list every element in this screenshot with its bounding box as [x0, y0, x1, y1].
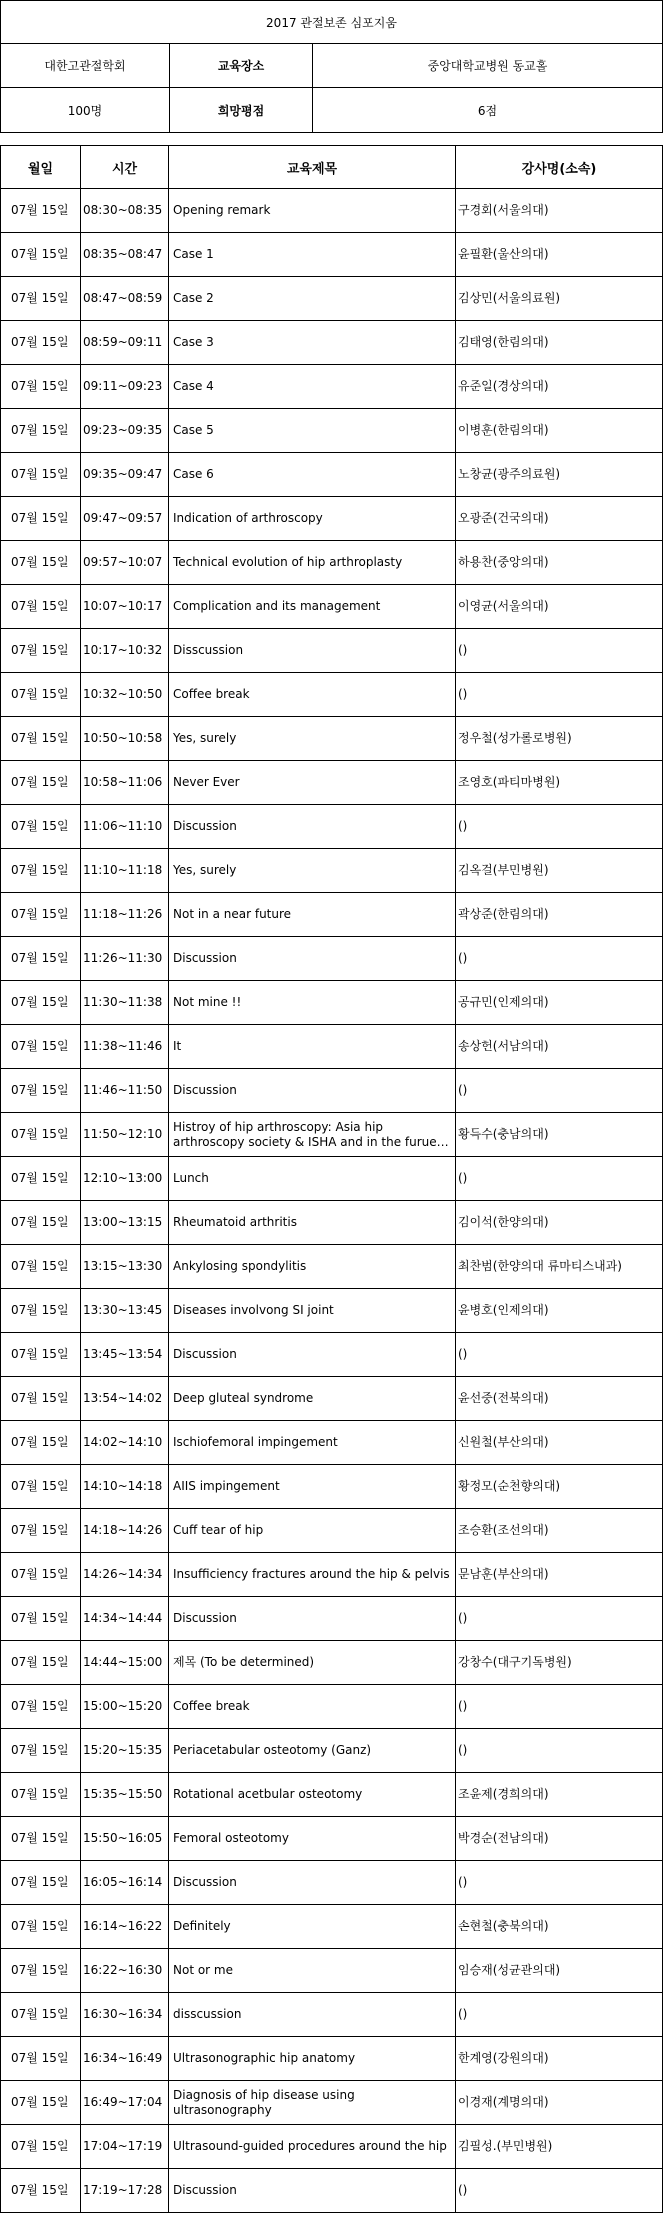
- row-title: Yes, surely: [169, 717, 456, 761]
- row-title: Femoral osteotomy: [169, 1817, 456, 1861]
- row-speaker: 김필성.(부민병원): [456, 2125, 663, 2169]
- row-date: 07월 15일: [1, 849, 81, 893]
- row-speaker: 윤병호(인제의대): [456, 1289, 663, 1333]
- row-title: Discussion: [169, 2169, 456, 2213]
- table-row: [1, 1113, 663, 1157]
- table-row: [1, 2169, 663, 2213]
- row-time: 16:49~17:04: [81, 2081, 169, 2125]
- row-time: 15:20~15:35: [81, 1729, 169, 1773]
- row-title: It: [169, 1025, 456, 1069]
- table-row: [1, 761, 663, 805]
- row-date: 07월 15일: [1, 321, 81, 365]
- row-time: 12:10~13:00: [81, 1157, 169, 1201]
- row-title: Discussion: [169, 1861, 456, 1905]
- row-title: Opening remark: [169, 189, 456, 233]
- row-speaker: 최찬범(한양의대 류마티스내과): [456, 1245, 663, 1289]
- row-speaker: (): [456, 1157, 663, 1201]
- row-speaker: 손현철(충북의대): [456, 1905, 663, 1949]
- row-title: Never Ever: [169, 761, 456, 805]
- row-speaker: 김이석(한양의대): [456, 1201, 663, 1245]
- row-title: Case 6: [169, 453, 456, 497]
- row-title: Discussion: [169, 1333, 456, 1377]
- row-date: 07월 15일: [1, 1905, 81, 1949]
- row-title: Periacetabular osteotomy (Ganz): [169, 1729, 456, 1773]
- row-title: Definitely: [169, 1905, 456, 1949]
- table-row: [1, 893, 663, 937]
- row-speaker: 임승재(성균관의대): [456, 1949, 663, 1993]
- row-speaker: (): [456, 1069, 663, 1113]
- row-time: 11:30~11:38: [81, 981, 169, 1025]
- row-title: Not in a near future: [169, 893, 456, 937]
- row-time: 10:58~11:06: [81, 761, 169, 805]
- row-time: 14:10~14:18: [81, 1465, 169, 1509]
- table-row: [1, 1993, 663, 2037]
- row-date: 07월 15일: [1, 981, 81, 1025]
- location-label: 교육장소: [170, 44, 313, 88]
- row-date: 07월 15일: [1, 1113, 81, 1157]
- table-row: [1, 1157, 663, 1201]
- row-speaker: 김상민(서울의료원): [456, 277, 663, 321]
- row-title: AIIS impingement: [169, 1465, 456, 1509]
- row-date: 07월 15일: [1, 2037, 81, 2081]
- row-speaker: 조영호(파티마병원): [456, 761, 663, 805]
- column-header-time: 시간: [81, 146, 169, 189]
- table-row: [1, 1729, 663, 1773]
- row-date: 07월 15일: [1, 2081, 81, 2125]
- row-speaker: 김태영(한림의대): [456, 321, 663, 365]
- row-speaker: 조윤제(경희의대): [456, 1773, 663, 1817]
- row-time: 11:06~11:10: [81, 805, 169, 849]
- table-row: [1, 497, 663, 541]
- table-row: [1, 717, 663, 761]
- row-time: 09:47~09:57: [81, 497, 169, 541]
- table-row: [1, 1597, 663, 1641]
- row-time: 11:38~11:46: [81, 1025, 169, 1069]
- row-date: 07월 15일: [1, 409, 81, 453]
- row-date: 07월 15일: [1, 277, 81, 321]
- table-row: [1, 2037, 663, 2081]
- row-time: 09:23~09:35: [81, 409, 169, 453]
- table-row: [1, 805, 663, 849]
- table-row: [1, 2081, 663, 2125]
- row-date: 07월 15일: [1, 1377, 81, 1421]
- row-date: 07월 15일: [1, 1685, 81, 1729]
- row-title: Discussion: [169, 1069, 456, 1113]
- table-row: [1, 1465, 663, 1509]
- row-date: 07월 15일: [1, 1641, 81, 1685]
- row-date: 07월 15일: [1, 761, 81, 805]
- row-speaker: 유준일(경상의대): [456, 365, 663, 409]
- row-time: 10:17~10:32: [81, 629, 169, 673]
- row-speaker: (): [456, 673, 663, 717]
- row-speaker: (): [456, 1861, 663, 1905]
- row-date: 07월 15일: [1, 2125, 81, 2169]
- row-title: Lunch: [169, 1157, 456, 1201]
- row-speaker: 오광준(건국의대): [456, 497, 663, 541]
- table-row: [1, 629, 663, 673]
- row-time: 11:18~11:26: [81, 893, 169, 937]
- table-row: [1, 1421, 663, 1465]
- schedule-table: [0, 145, 663, 2213]
- column-header-date: 월일: [1, 146, 81, 189]
- row-time: 17:19~17:28: [81, 2169, 169, 2213]
- table-row: [1, 981, 663, 1025]
- table-row: [1, 1773, 663, 1817]
- event-info-table: [0, 0, 663, 133]
- row-title: Ischiofemoral impingement: [169, 1421, 456, 1465]
- row-date: 07월 15일: [1, 805, 81, 849]
- row-title: Case 1: [169, 233, 456, 277]
- row-date: 07월 15일: [1, 1465, 81, 1509]
- row-title: Diseases involvong SI joint: [169, 1289, 456, 1333]
- row-date: 07월 15일: [1, 1729, 81, 1773]
- row-time: 10:07~10:17: [81, 585, 169, 629]
- row-speaker: 이영균(서울의대): [456, 585, 663, 629]
- row-date: 07월 15일: [1, 1157, 81, 1201]
- row-speaker: (): [456, 1333, 663, 1377]
- row-date: 07월 15일: [1, 673, 81, 717]
- row-title: Coffee break: [169, 1685, 456, 1729]
- row-date: 07월 15일: [1, 2169, 81, 2213]
- row-title: Complication and its management: [169, 585, 456, 629]
- row-time: 15:50~16:05: [81, 1817, 169, 1861]
- row-date: 07월 15일: [1, 629, 81, 673]
- table-row: [1, 1289, 663, 1333]
- row-title: Ankylosing spondylitis: [169, 1245, 456, 1289]
- table-row: [1, 365, 663, 409]
- row-time: 14:34~14:44: [81, 1597, 169, 1641]
- table-row: [1, 1509, 663, 1553]
- row-title: Technical evolution of hip arthroplasty: [169, 541, 456, 585]
- row-title: Deep gluteal syndrome: [169, 1377, 456, 1421]
- row-title: Coffee break: [169, 673, 456, 717]
- row-speaker: 송상헌(서남의대): [456, 1025, 663, 1069]
- row-speaker: 노창균(광주의료원): [456, 453, 663, 497]
- row-time: 08:30~08:35: [81, 189, 169, 233]
- table-row: [1, 1685, 663, 1729]
- row-time: 09:57~10:07: [81, 541, 169, 585]
- column-header-title: 교육제목: [169, 146, 456, 189]
- row-title: 제목 (To be determined): [169, 1641, 456, 1685]
- row-date: 07월 15일: [1, 453, 81, 497]
- row-title: Disscussion: [169, 629, 456, 673]
- row-title: Case 5: [169, 409, 456, 453]
- table-row: [1, 673, 663, 717]
- row-speaker: 한계영(강원의대): [456, 2037, 663, 2081]
- row-title: Discussion: [169, 937, 456, 981]
- row-title: disscussion: [169, 1993, 456, 2037]
- row-date: 07월 15일: [1, 1861, 81, 1905]
- row-time: 15:35~15:50: [81, 1773, 169, 1817]
- row-title: Rheumatoid arthritis: [169, 1201, 456, 1245]
- row-title: Histroy of hip arthroscopy: Asia hip arthroscopy society & ISHA and in the furue…: [169, 1113, 456, 1157]
- row-speaker: 문남훈(부산의대): [456, 1553, 663, 1597]
- row-speaker: 이병훈(한림의대): [456, 409, 663, 453]
- row-speaker: (): [456, 1993, 663, 2037]
- row-date: 07월 15일: [1, 1509, 81, 1553]
- row-speaker: 강창수(대구기독병원): [456, 1641, 663, 1685]
- table-row: [1, 453, 663, 497]
- row-title: Discussion: [169, 1597, 456, 1641]
- row-time: 11:50~12:10: [81, 1113, 169, 1157]
- row-time: 14:44~15:00: [81, 1641, 169, 1685]
- row-title: Not mine !!: [169, 981, 456, 1025]
- event-title: 2017 관절보존 심포지움: [1, 1, 663, 44]
- row-time: 11:10~11:18: [81, 849, 169, 893]
- row-title: Diagnosis of hip disease using ultrasonography: [169, 2081, 456, 2125]
- row-date: 07월 15일: [1, 1289, 81, 1333]
- row-speaker: 신원철(부산의대): [456, 1421, 663, 1465]
- row-date: 07월 15일: [1, 1245, 81, 1289]
- row-date: 07월 15일: [1, 1201, 81, 1245]
- row-title: Cuff tear of hip: [169, 1509, 456, 1553]
- row-title: Case 2: [169, 277, 456, 321]
- row-speaker: 공규민(인제의대): [456, 981, 663, 1025]
- row-speaker: (): [456, 1729, 663, 1773]
- row-time: 14:26~14:34: [81, 1553, 169, 1597]
- row-date: 07월 15일: [1, 717, 81, 761]
- row-title: Rotational acetbular osteotomy: [169, 1773, 456, 1817]
- column-header-speaker: 강사명(소속): [456, 146, 663, 189]
- table-row: [1, 541, 663, 585]
- capacity: 100명: [1, 88, 170, 133]
- row-speaker: 곽상준(한림의대): [456, 893, 663, 937]
- row-speaker: 하용찬(중앙의대): [456, 541, 663, 585]
- table-row: [1, 321, 663, 365]
- row-date: 07월 15일: [1, 1553, 81, 1597]
- row-title: Case 3: [169, 321, 456, 365]
- row-time: 08:35~08:47: [81, 233, 169, 277]
- row-date: 07월 15일: [1, 1421, 81, 1465]
- table-row: [1, 1377, 663, 1421]
- row-time: 13:00~13:15: [81, 1201, 169, 1245]
- row-speaker: 윤필환(울산의대): [456, 233, 663, 277]
- row-date: 07월 15일: [1, 1333, 81, 1377]
- row-title: Ultrasonographic hip anatomy: [169, 2037, 456, 2081]
- row-speaker: 김옥걸(부민병원): [456, 849, 663, 893]
- row-time: 13:30~13:45: [81, 1289, 169, 1333]
- row-date: 07월 15일: [1, 365, 81, 409]
- row-time: 17:04~17:19: [81, 2125, 169, 2169]
- table-row: [1, 1025, 663, 1069]
- row-speaker: (): [456, 937, 663, 981]
- table-row: [1, 277, 663, 321]
- row-date: 07월 15일: [1, 1949, 81, 1993]
- row-date: 07월 15일: [1, 893, 81, 937]
- schedule-body: [1, 189, 663, 2213]
- location-value: 중앙대학교병원 동교홀: [313, 44, 663, 88]
- row-speaker: 조승환(조선의대): [456, 1509, 663, 1553]
- table-row: [1, 849, 663, 893]
- row-date: 07월 15일: [1, 585, 81, 629]
- row-time: 13:15~13:30: [81, 1245, 169, 1289]
- table-row: [1, 1817, 663, 1861]
- table-row: [1, 1949, 663, 1993]
- row-date: 07월 15일: [1, 1773, 81, 1817]
- row-date: 07월 15일: [1, 1025, 81, 1069]
- row-time: 10:32~10:50: [81, 673, 169, 717]
- row-speaker: (): [456, 2169, 663, 2213]
- score-value: 6점: [313, 88, 663, 133]
- table-row: [1, 189, 663, 233]
- table-row: [1, 1905, 663, 1949]
- row-title: Yes, surely: [169, 849, 456, 893]
- row-time: 09:11~09:23: [81, 365, 169, 409]
- row-date: 07월 15일: [1, 1069, 81, 1113]
- row-time: 14:18~14:26: [81, 1509, 169, 1553]
- row-time: 16:14~16:22: [81, 1905, 169, 1949]
- table-row: [1, 2125, 663, 2169]
- row-speaker: 황정모(순천향의대): [456, 1465, 663, 1509]
- row-speaker: (): [456, 629, 663, 673]
- table-row: [1, 409, 663, 453]
- row-time: 08:47~08:59: [81, 277, 169, 321]
- row-speaker: 정우철(성가롤로병원): [456, 717, 663, 761]
- row-time: 14:02~14:10: [81, 1421, 169, 1465]
- row-speaker: 이경재(계명의대): [456, 2081, 663, 2125]
- row-date: 07월 15일: [1, 937, 81, 981]
- row-date: 07월 15일: [1, 541, 81, 585]
- table-row: [1, 1069, 663, 1113]
- row-title: Not or me: [169, 1949, 456, 1993]
- row-time: 10:50~10:58: [81, 717, 169, 761]
- row-time: 16:34~16:49: [81, 2037, 169, 2081]
- row-title: Indication of arthroscopy: [169, 497, 456, 541]
- row-time: 09:35~09:47: [81, 453, 169, 497]
- row-time: 13:54~14:02: [81, 1377, 169, 1421]
- row-time: 16:22~16:30: [81, 1949, 169, 1993]
- table-row: [1, 1553, 663, 1597]
- row-title: Case 4: [169, 365, 456, 409]
- row-time: 15:00~15:20: [81, 1685, 169, 1729]
- row-time: 11:46~11:50: [81, 1069, 169, 1113]
- row-time: 11:26~11:30: [81, 937, 169, 981]
- table-row: [1, 1333, 663, 1377]
- organizer: 대한고관절학회: [1, 44, 170, 88]
- row-date: 07월 15일: [1, 189, 81, 233]
- row-date: 07월 15일: [1, 1817, 81, 1861]
- row-date: 07월 15일: [1, 233, 81, 277]
- row-title: Ultrasound-guided procedures around the hip: [169, 2125, 456, 2169]
- table-row: [1, 1201, 663, 1245]
- table-row: [1, 1245, 663, 1289]
- row-speaker: 박경순(전남의대): [456, 1817, 663, 1861]
- table-row: [1, 233, 663, 277]
- table-row: [1, 1861, 663, 1905]
- row-title: Discussion: [169, 805, 456, 849]
- row-date: 07월 15일: [1, 1993, 81, 2037]
- row-speaker: 윤선중(전북의대): [456, 1377, 663, 1421]
- score-label: 희망평점: [170, 88, 313, 133]
- row-time: 16:05~16:14: [81, 1861, 169, 1905]
- row-speaker: (): [456, 1597, 663, 1641]
- table-row: [1, 937, 663, 981]
- row-speaker: 황득수(충남의대): [456, 1113, 663, 1157]
- schedule-header-row: [1, 146, 663, 189]
- row-speaker: (): [456, 1685, 663, 1729]
- row-time: 16:30~16:34: [81, 1993, 169, 2037]
- row-date: 07월 15일: [1, 497, 81, 541]
- row-speaker: 구경회(서울의대): [456, 189, 663, 233]
- row-time: 08:59~09:11: [81, 321, 169, 365]
- row-time: 13:45~13:54: [81, 1333, 169, 1377]
- row-title: Insufficiency fractures around the hip & pelvis: [169, 1553, 456, 1597]
- table-row: [1, 585, 663, 629]
- row-date: 07월 15일: [1, 1597, 81, 1641]
- row-speaker: (): [456, 805, 663, 849]
- table-row: [1, 1641, 663, 1685]
